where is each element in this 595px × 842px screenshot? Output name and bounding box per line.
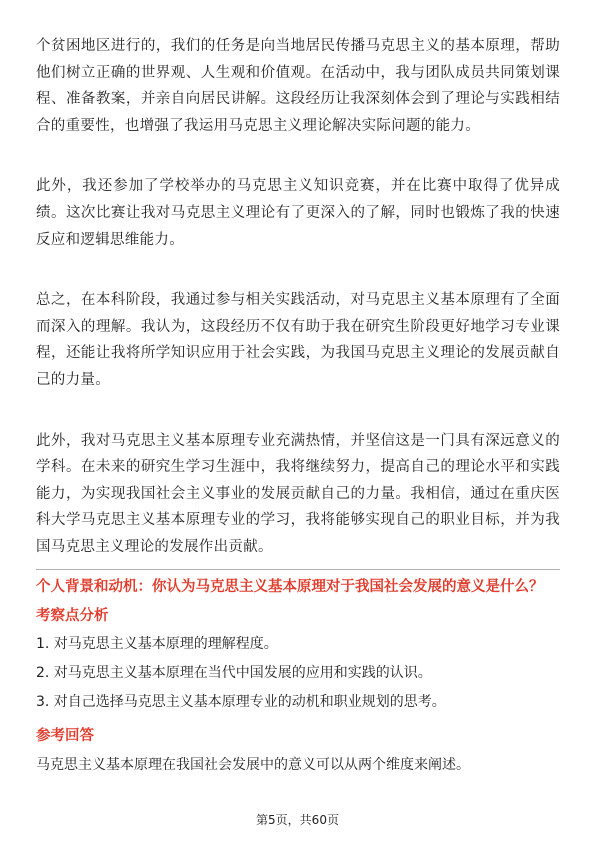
reference-heading: 参考回答 — [36, 727, 94, 744]
analysis-heading: 考察点分析 — [36, 607, 109, 624]
body-paragraph-4: 此外，我对马克思主义基本原理专业充满热情，并坚信这是一门具有深远意义的学科。在未来的研究生学习生涯中，我将继续努力，提高自己的理论水平和实践能力，为实现我国社会主义事业的发展贡献自己的力量。我相信，通过在重庆医科大学马克思主义基本原理专业的学习，我将能够实现自己的职业目标，并为我国马克思主义理论的发展作出贡献。 — [36, 432, 560, 555]
analysis-item-1: 1. 对马克思主义基本原理的理解程度。 — [36, 635, 278, 652]
question-heading: 个人背景和动机：你认为马克思主义基本原理对于我国社会发展的意义是什么？ — [36, 578, 544, 595]
analysis-item-3: 3. 对自己选择马克思主义基本原理专业的动机和职业规划的思考。 — [36, 693, 446, 710]
body-paragraph-1: 个贫困地区进行的，我们的任务是向当地居民传播马克思主义的基本原理，帮助他们树立正确的世界观、人生观和价值观。在活动中，我与团队成员共同策划课程、准备教案，并亲自向居民讲解。这段经历让我深刻体会到了理论与实践相结合的重要性，也增强了我运用马克思主义理论解决实际问题的能力。 — [36, 38, 560, 134]
body-paragraph-2: 此外，我还参加了学校举办的马克思主义知识竞赛，并在比赛中取得了优异成绩。这次比赛让我对马克思主义理论有了更深入的了解，同时也锻炼了我的快速反应和逻辑思维能力。 — [36, 178, 560, 248]
reference-answer-text: 马克思主义基本原理在我国社会发展中的意义可以从两个维度来阐述。 — [36, 756, 470, 773]
document-page — [36, 33, 560, 775]
section-divider — [36, 569, 560, 570]
body-paragraph-3: 总之，在本科阶段，我通过参与相关实践活动，对马克思主义基本原理有了全面而深入的理解。我认为，这段经历不仅有助于我在研究生阶段更好地学习专业课程，还能让我将所学知识应用于社会实践，为我国马克思主义理论的发展贡献自己的力量。 — [36, 292, 560, 388]
page-number-footer: 第5页，共60页 — [256, 813, 339, 827]
analysis-item-2: 2. 对马克思主义基本原理在当代中国发展的应用和实践的认识。 — [36, 664, 432, 681]
